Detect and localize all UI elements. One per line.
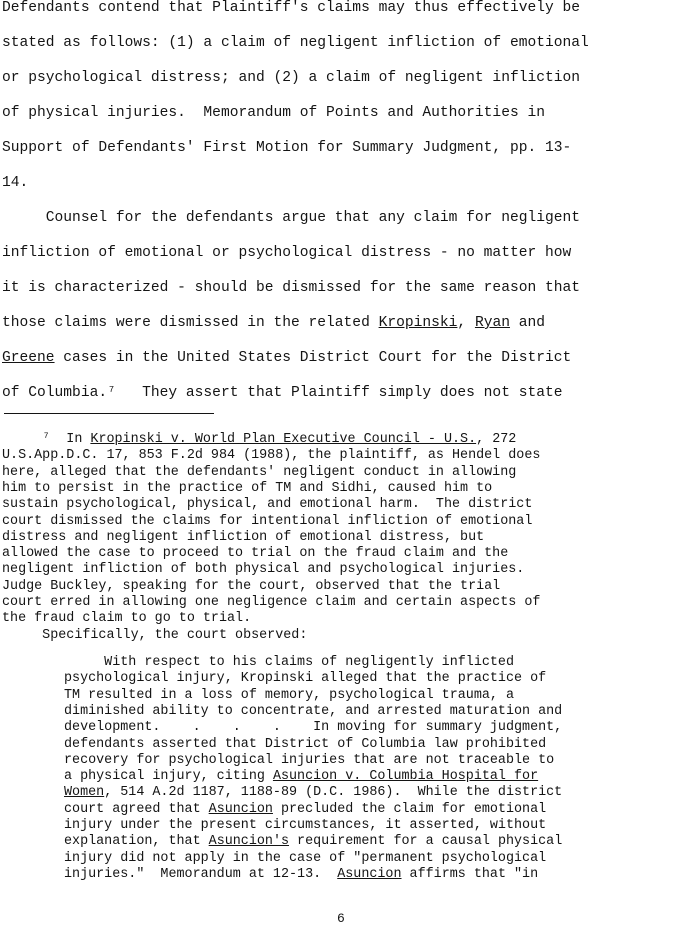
body-line bbox=[2, 208, 580, 228]
text-run: a physical injury, citing bbox=[64, 769, 273, 785]
footnote-separator bbox=[4, 413, 214, 414]
quote-line bbox=[64, 720, 562, 736]
footnote-line bbox=[2, 497, 532, 513]
quote-line bbox=[64, 688, 514, 704]
text-run: injury under the present circumstances, it asserted, without bbox=[64, 818, 547, 833]
body-line bbox=[2, 243, 571, 263]
text-run: and bbox=[509, 315, 545, 331]
citation-text: Asuncion bbox=[337, 866, 402, 882]
footnote-line bbox=[2, 579, 500, 595]
text-run: Support of Defendants' First Motion for Summary Judgment, pp. 13- bbox=[2, 140, 572, 156]
text-run: or psychological distress; and (2) a claim of negligent infliction bbox=[2, 70, 581, 86]
footnote-line bbox=[2, 546, 508, 562]
text-run: 14. bbox=[2, 175, 29, 191]
body-line bbox=[2, 383, 563, 403]
text-run: stated as follows: (1) a claim of negligent infliction of emotional bbox=[2, 35, 589, 51]
text-run: injuries." Memorandum at 12-13. bbox=[64, 866, 338, 882]
citation-text: Asuncion v. Columbia Hospital for bbox=[272, 769, 539, 785]
body-line bbox=[2, 138, 571, 158]
body-line bbox=[2, 33, 589, 53]
footnote-line bbox=[2, 530, 484, 546]
citation-text: Women bbox=[64, 785, 105, 801]
quote-line bbox=[64, 818, 546, 834]
footnote-line bbox=[2, 514, 532, 530]
text-run: Specifically, the court observed: bbox=[2, 627, 308, 643]
text-run: Counsel for the defendants argue that any claim for negligent bbox=[2, 210, 581, 226]
quote-line bbox=[64, 802, 546, 818]
text-run: allowed the case to proceed to trial on the fraud claim and the bbox=[2, 546, 509, 562]
quote-line bbox=[64, 867, 538, 883]
text-run: injury did not apply in the case of "permanent psychological bbox=[64, 850, 547, 866]
footnote-line bbox=[2, 432, 516, 448]
text-run: him to persist in the practice of TM and Sidhi, caused him to bbox=[2, 480, 493, 496]
text-run: court dismissed the claims for intentional infliction of emotional bbox=[2, 513, 533, 529]
quote-line bbox=[64, 737, 546, 753]
page-number: 6 bbox=[337, 911, 345, 926]
text-run: Judge Buckley, speaking for the court, observed that the trial bbox=[2, 578, 501, 594]
footnote-line bbox=[2, 465, 516, 481]
text-run: court agreed that bbox=[64, 801, 209, 817]
footnote-line bbox=[2, 611, 251, 627]
quote-line bbox=[64, 851, 546, 867]
quote-line bbox=[64, 655, 514, 671]
text-run: cases in the United States District Court for the District bbox=[54, 350, 572, 366]
quote-line bbox=[64, 704, 562, 720]
text-run: those claims were dismissed in the related bbox=[2, 315, 379, 331]
citation-text: Ryan bbox=[474, 315, 510, 331]
text-run: sustain psychological, physical, and emotional harm. The district bbox=[2, 497, 533, 513]
quote-line bbox=[64, 671, 546, 687]
text-run: infliction of emotional or psychological distress - no matter how bbox=[2, 245, 572, 261]
citation-text: Kropinski bbox=[378, 315, 458, 331]
body-line bbox=[2, 348, 571, 368]
footnote-line bbox=[2, 628, 307, 644]
text-run: defendants asserted that District of Columbia law prohibited bbox=[64, 736, 547, 752]
body-line bbox=[2, 278, 580, 298]
quote-line bbox=[64, 769, 538, 785]
text-run: here, alleged that the defendants' negligent conduct in allowing bbox=[2, 464, 517, 480]
quote-line bbox=[64, 753, 554, 769]
footnote-line bbox=[2, 562, 524, 578]
text-run: of Columbia.⁷ They assert that Plaintiff simply does not state bbox=[2, 385, 563, 401]
citation-text: Greene bbox=[2, 350, 55, 366]
text-run: ⁷ In bbox=[2, 432, 91, 447]
text-run: recovery for psychological injuries that are not traceable to bbox=[64, 752, 555, 768]
text-run: , 514 A.2d 1187, 1188-89 (D.C. 1986). While the district bbox=[104, 785, 563, 801]
text-run: negligent infliction of both physical and psychological injuries. bbox=[2, 562, 525, 578]
text-run: psychological injury, Kropinski alleged that the practice of bbox=[64, 671, 547, 687]
body-line bbox=[2, 173, 28, 193]
text-run: distress and negligent infliction of emotional distress, but bbox=[2, 529, 485, 545]
text-run: development. . . . In moving for summary judgment, bbox=[64, 720, 563, 736]
text-run: , bbox=[457, 315, 475, 331]
quote-line bbox=[64, 785, 562, 801]
body-line bbox=[2, 313, 545, 333]
body-line bbox=[2, 68, 580, 88]
body-line bbox=[2, 0, 580, 18]
text-run: it is characterized - should be dismissed for the same reason that bbox=[2, 280, 581, 296]
text-run: , 272 bbox=[476, 432, 517, 447]
text-run: diminished ability to concentrate, and arrested maturation and bbox=[64, 703, 563, 719]
text-run: U.S.App.D.C. 17, 853 F.2d 984 (1988), the plaintiff, as Hendel does bbox=[2, 448, 541, 464]
citation-text: Kropinski v. World Plan Executive Council - U.S. bbox=[90, 432, 477, 447]
text-run: the fraud claim to go to trial. bbox=[2, 611, 252, 627]
text-run: Defendants contend that Plaintiff's claims may thus effectively be bbox=[2, 0, 581, 16]
citation-text: Asuncion bbox=[208, 801, 273, 817]
footnote-line bbox=[2, 448, 540, 464]
body-line bbox=[2, 103, 545, 123]
text-run: affirms that "in bbox=[401, 866, 539, 882]
text-run: With respect to his claims of negligently inflicted bbox=[64, 655, 514, 670]
text-run: of physical injuries. Memorandum of Points and Authorities in bbox=[2, 105, 545, 121]
text-run: precluded the claim for emotional bbox=[272, 801, 547, 817]
text-run: requirement for a causal physical bbox=[289, 834, 563, 850]
quote-line bbox=[64, 834, 562, 850]
footnote-line bbox=[2, 481, 492, 497]
citation-text: Asuncion's bbox=[208, 834, 290, 850]
text-run: court erred in allowing one negligence claim and certain aspects of bbox=[2, 595, 541, 610]
text-run: TM resulted in a loss of memory, psychological trauma, a bbox=[64, 687, 514, 703]
footnote-line bbox=[2, 595, 540, 611]
text-run: explanation, that bbox=[64, 834, 209, 850]
